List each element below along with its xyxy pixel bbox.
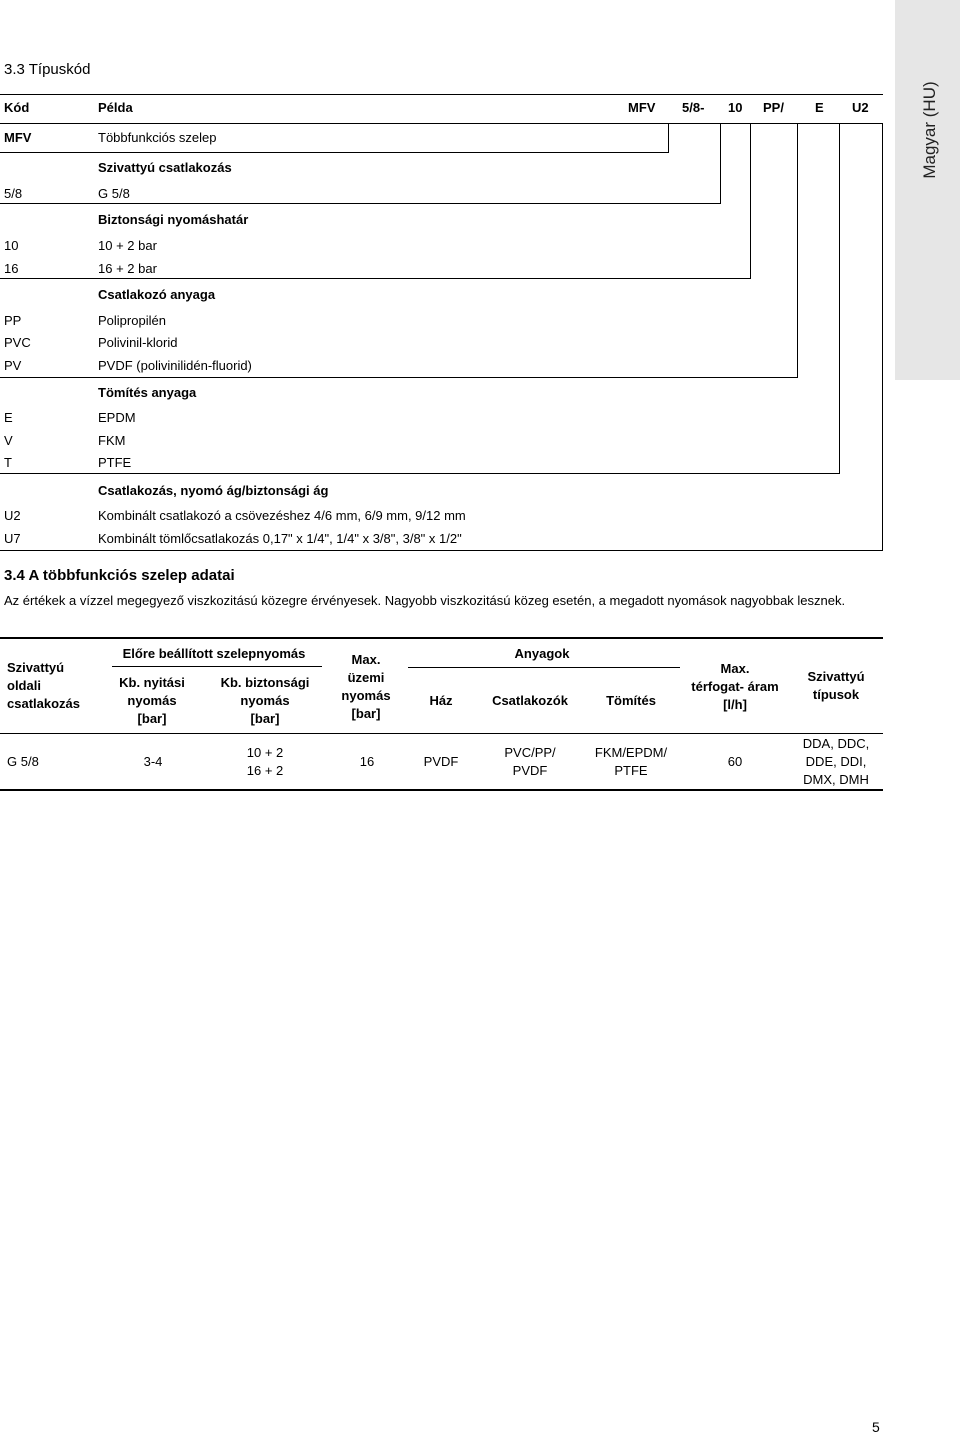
desc-5-8: G 5/8 — [98, 186, 130, 201]
code-pv: PV — [4, 358, 22, 373]
cell-safety-pressure: 10 + 2 16 + 2 — [246, 745, 284, 778]
header-max-operating-pressure: Max. üzemi nyomás [bar] — [341, 652, 391, 721]
code-line-mfv — [0, 152, 669, 153]
bracket-mfv — [668, 124, 669, 153]
header-materials-group: Anyagok — [514, 646, 570, 661]
language-tab-label: Magyar (HU) — [920, 81, 939, 179]
desc-pvc: Polivinil-klorid — [98, 335, 178, 350]
code-line-seal — [0, 473, 840, 474]
header-pump-side: Szivattyú oldali csatlakozás — [7, 660, 80, 711]
cell-pump-side: G 5/8 — [7, 754, 39, 769]
bracket-pressure — [750, 124, 751, 279]
bracket-connection — [720, 124, 721, 204]
cell-max-flow: 60 — [727, 754, 743, 769]
example-part-connection: 5/8- — [682, 100, 705, 115]
preset-group-rule — [112, 666, 322, 667]
group-safety-pressure: Biztonsági nyomáshatár — [98, 212, 249, 227]
cell-pump-types: DDA, DDC, DDE, DDI, DMX, DMH — [802, 736, 870, 787]
example-part-outlet: U2 — [852, 100, 869, 115]
desc-mfv: Többfunkciós szelep — [98, 130, 217, 145]
header-seal: Tömítés — [606, 693, 656, 708]
desc-pp: Polipropilén — [98, 313, 166, 328]
example-part-material: PP/ — [763, 100, 784, 115]
code-line-connection — [0, 203, 721, 204]
cell-opening-pressure: 3-4 — [143, 754, 163, 769]
code-pvc: PVC — [4, 335, 31, 350]
bracket-seal — [839, 124, 840, 474]
data-table-top-rule — [0, 637, 883, 639]
code-mfv: MFV — [4, 130, 32, 145]
cell-max-operating-pressure: 16 — [359, 754, 375, 769]
desc-e: EPDM — [98, 410, 136, 425]
code-10: 10 — [4, 238, 19, 253]
code-line-outlet — [0, 550, 883, 551]
code-line-material — [0, 377, 798, 378]
header-max-flow: Max. térfogat- áram [l/h] — [691, 661, 779, 712]
code-u7: U7 — [4, 531, 21, 546]
language-tab — [895, 0, 960, 380]
desc-pv: PVDF (polivinilidén-fluorid) — [98, 358, 252, 373]
code-16: 16 — [4, 261, 19, 276]
header-opening-pressure: Kb. nyitási nyomás [bar] — [119, 675, 185, 726]
data-table-bottom-rule — [0, 789, 883, 791]
section2-paragraph: Az értékek a vízzel megegyező viszkozitású közegre érvényesek. Nagyobb viszkozitású közeg esetén, a megadott nyomások nagyobbak lesznek. — [4, 593, 846, 608]
group-outlet-connection: Csatlakozás, nyomó ág/biztonsági ág — [98, 483, 329, 498]
code-column-header: Kód — [4, 100, 30, 115]
desc-10: 10 + 2 bar — [98, 238, 157, 253]
code-e: E — [4, 410, 13, 425]
section2-title: 3.4 A többfunkciós szelep adatai — [4, 567, 235, 584]
header-safety-pressure: Kb. biztonsági nyomás [bar] — [220, 675, 310, 726]
desc-u2: Kombinált csatlakozó a csövezéshez 4/6 mm, 6/9 mm, 9/12 mm — [98, 508, 466, 523]
group-connector-material: Csatlakozó anyaga — [98, 287, 216, 302]
code-t: T — [4, 455, 12, 470]
header-housing: Ház — [429, 693, 453, 708]
materials-group-rule — [408, 667, 680, 668]
code-u2: U2 — [4, 508, 21, 523]
page-number: 5 — [872, 1419, 880, 1435]
desc-v: FKM — [98, 433, 126, 448]
cell-seal: FKM/EPDM/ PTFE — [594, 745, 668, 778]
data-table-header-rule — [0, 733, 883, 734]
header-connectors: Csatlakozók — [492, 693, 568, 708]
cell-housing: PVDF — [423, 754, 459, 769]
group-pump-connection: Szivattyú csatlakozás — [98, 160, 232, 175]
example-part-pressure: 10 — [728, 100, 743, 115]
section-title: 3.3 Típuskód — [4, 61, 91, 78]
bracket-material — [797, 124, 798, 378]
code-table-top-rule — [0, 94, 883, 95]
header-pump-types: Szivattyú típusok — [807, 669, 865, 702]
desc-t: PTFE — [98, 455, 132, 470]
example-part-mfv: MFV — [628, 100, 656, 115]
header-preset-group: Előre beállított szelepnyomás — [122, 646, 306, 661]
code-table-header-rule — [0, 123, 618, 124]
example-part-seal: E — [815, 100, 824, 115]
desc-u7: Kombinált tömlőcsatlakozás 0,17" x 1/4", 1/4" x 3/8", 3/8" x 1/2" — [98, 531, 462, 546]
example-column-header: Példa — [98, 100, 133, 115]
cell-connectors: PVC/PP/ PVDF — [504, 745, 556, 778]
code-v: V — [4, 433, 13, 448]
desc-16: 16 + 2 bar — [98, 261, 157, 276]
bracket-outlet — [882, 124, 883, 551]
code-line-pressure — [0, 278, 751, 279]
code-pp: PP — [4, 313, 22, 328]
group-seal-material: Tömítés anyaga — [98, 385, 197, 400]
code-5-8: 5/8 — [4, 186, 23, 201]
